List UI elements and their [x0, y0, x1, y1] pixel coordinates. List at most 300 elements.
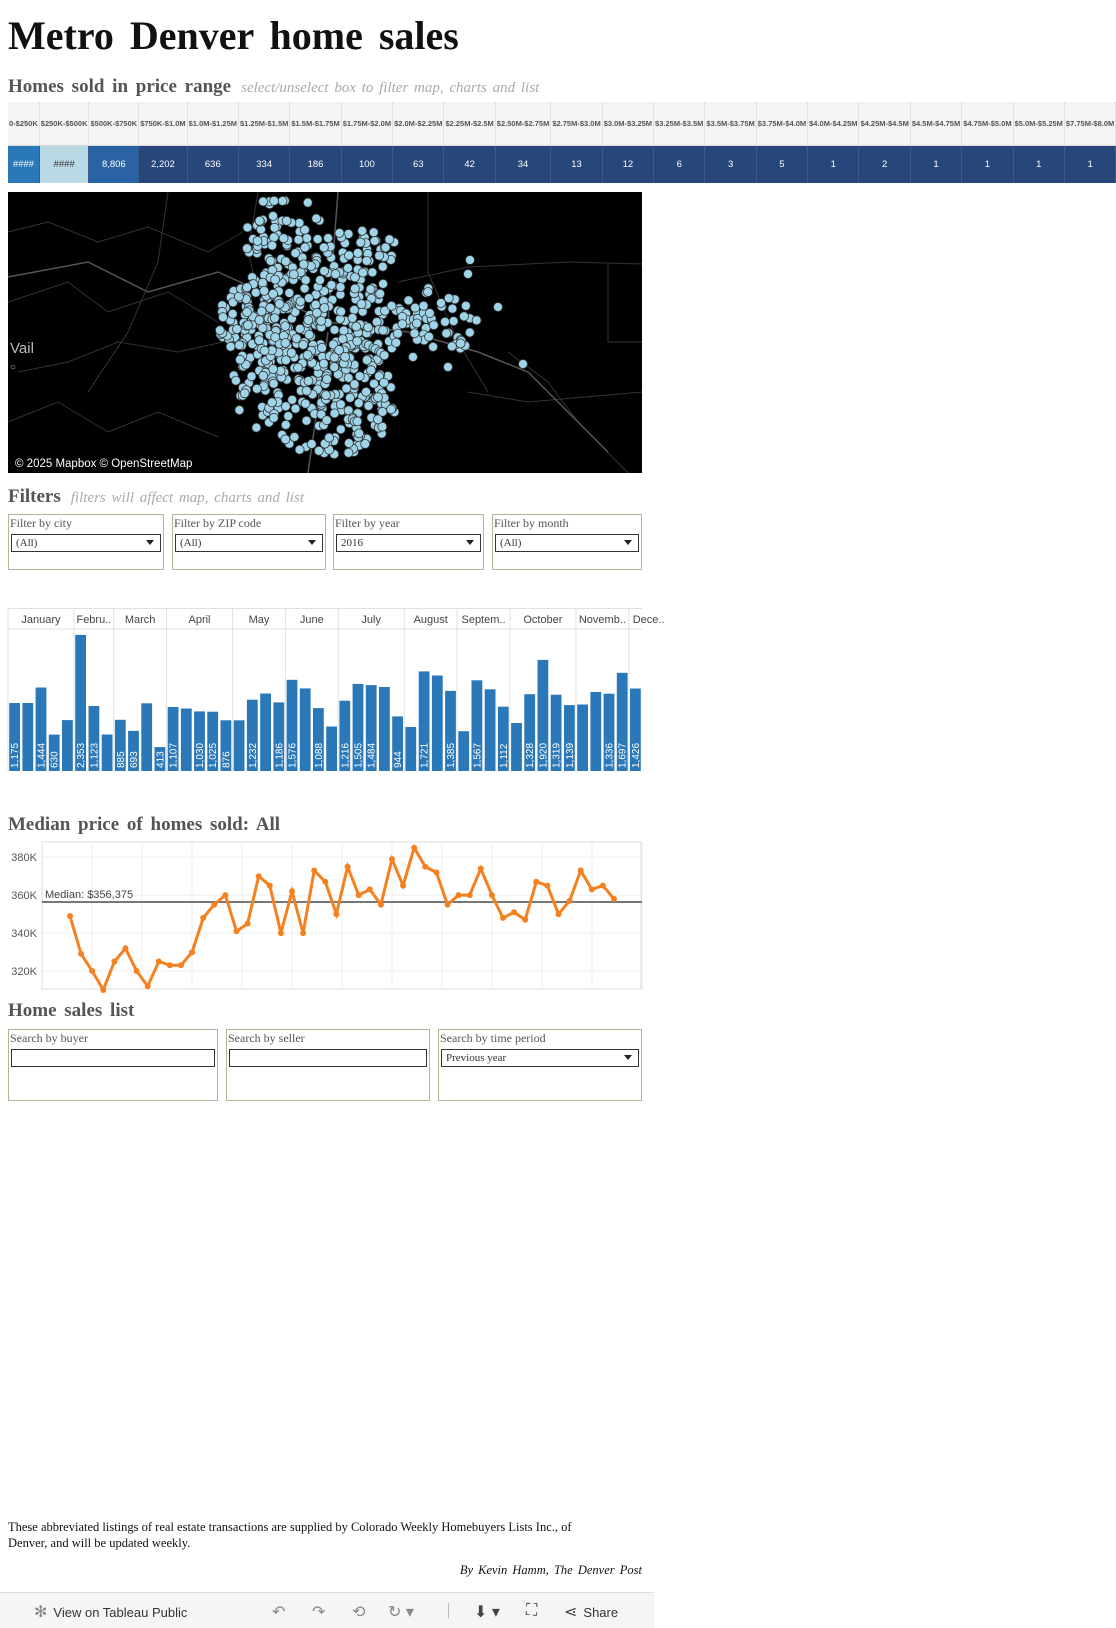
sale-location-dot[interactable]: [247, 372, 256, 381]
sale-location-dot[interactable]: [287, 348, 296, 357]
sale-location-dot[interactable]: [376, 289, 385, 298]
median-price-point[interactable]: [300, 930, 306, 936]
median-price-point[interactable]: [489, 892, 495, 898]
median-price-point[interactable]: [600, 883, 606, 889]
sale-location-dot[interactable]: [324, 234, 333, 243]
price-range-cell[interactable]: [705, 102, 756, 183]
sale-location-dot[interactable]: [460, 312, 469, 321]
sale-location-dot[interactable]: [367, 366, 376, 375]
sale-location-dot[interactable]: [358, 268, 367, 277]
median-price-point[interactable]: [522, 917, 528, 923]
sale-location-dot[interactable]: [366, 285, 375, 294]
sale-location-dot[interactable]: [320, 267, 329, 276]
median-price-point[interactable]: [400, 883, 406, 889]
sale-location-dot[interactable]: [464, 270, 473, 279]
sale-location-dot[interactable]: [257, 307, 266, 316]
median-price-point[interactable]: [156, 959, 162, 965]
sale-location-dot[interactable]: [437, 299, 446, 308]
price-range-cell[interactable]: [89, 102, 139, 183]
sale-location-dot[interactable]: [412, 319, 421, 328]
sale-location-dot[interactable]: [364, 401, 373, 410]
sale-location-dot[interactable]: [253, 237, 262, 246]
median-price-point[interactable]: [544, 883, 550, 889]
sale-location-dot[interactable]: [269, 365, 278, 374]
sale-location-dot[interactable]: [319, 359, 328, 368]
sale-location-dot[interactable]: [313, 235, 322, 244]
sale-location-dot[interactable]: [243, 283, 252, 292]
time-period-select[interactable]: Previous year: [441, 1049, 639, 1067]
median-price-point[interactable]: [211, 902, 217, 908]
sale-location-dot[interactable]: [441, 317, 450, 326]
sale-location-dot[interactable]: [387, 301, 396, 310]
price-range-cell[interactable]: [342, 102, 393, 183]
sale-location-dot[interactable]: [465, 328, 474, 337]
price-range-cell[interactable]: [290, 102, 341, 183]
sale-location-dot[interactable]: [294, 235, 303, 244]
sale-location-dot[interactable]: [271, 275, 280, 284]
sale-location-dot[interactable]: [350, 273, 359, 282]
weekly-sales-bar[interactable]: [141, 703, 152, 771]
sale-location-dot[interactable]: [235, 406, 244, 415]
view-on-tableau-button[interactable]: ✻ View on Tableau Public: [34, 1604, 188, 1621]
sale-location-dot[interactable]: [355, 429, 364, 438]
sale-location-dot[interactable]: [234, 292, 243, 301]
median-price-point[interactable]: [611, 896, 617, 902]
search-buyer-input[interactable]: [11, 1049, 215, 1067]
sale-location-dot[interactable]: [252, 423, 261, 432]
download-button[interactable]: [474, 1602, 500, 1622]
sale-location-dot[interactable]: [300, 243, 309, 252]
sale-location-dot[interactable]: [350, 284, 359, 293]
sale-location-dot[interactable]: [330, 363, 339, 372]
median-price-point[interactable]: [200, 915, 206, 921]
weekly-sales-bar[interactable]: [22, 703, 33, 771]
fullscreen-button[interactable]: [526, 1602, 537, 1620]
sale-location-dot[interactable]: [312, 214, 321, 223]
median-price-point[interactable]: [511, 909, 517, 915]
median-price-point[interactable]: [78, 951, 84, 957]
median-price-point[interactable]: [222, 892, 228, 898]
sale-location-dot[interactable]: [381, 243, 390, 252]
sale-location-dot[interactable]: [312, 308, 321, 317]
weekly-sales-bar[interactable]: [511, 723, 522, 771]
sale-location-dot[interactable]: [374, 415, 383, 424]
refresh-button[interactable]: [388, 1602, 414, 1622]
sale-location-dot[interactable]: [335, 229, 344, 238]
sale-location-dot[interactable]: [425, 332, 434, 341]
price-range-cell[interactable]: [139, 102, 187, 183]
sale-location-dot[interactable]: [355, 372, 364, 381]
sale-location-dot[interactable]: [281, 420, 290, 429]
weekly-sales-bar[interactable]: [485, 689, 496, 771]
price-range-cell[interactable]: [444, 102, 495, 183]
sale-location-dot[interactable]: [353, 337, 362, 346]
sale-location-dot[interactable]: [362, 387, 371, 396]
sale-location-dot[interactable]: [275, 299, 284, 308]
sale-location-dot[interactable]: [301, 276, 310, 285]
sale-location-dot[interactable]: [281, 322, 290, 331]
median-price-point[interactable]: [267, 883, 273, 889]
median-price-point[interactable]: [189, 949, 195, 955]
sale-location-dot[interactable]: [404, 296, 413, 305]
sales-map[interactable]: [8, 192, 642, 473]
sale-location-dot[interactable]: [260, 286, 269, 295]
sale-location-dot[interactable]: [301, 399, 310, 408]
sale-location-dot[interactable]: [300, 284, 309, 293]
sale-location-dot[interactable]: [319, 243, 328, 252]
weekly-sales-bar[interactable]: [432, 676, 443, 772]
median-price-point[interactable]: [433, 869, 439, 875]
redo-icon: ↷: [312, 1604, 326, 1621]
median-price-point[interactable]: [245, 921, 251, 927]
sale-location-dot[interactable]: [448, 304, 457, 313]
sale-location-dot[interactable]: [303, 234, 312, 243]
weekly-sales-bar[interactable]: [326, 727, 337, 772]
median-price-point[interactable]: [145, 983, 151, 989]
sale-location-dot[interactable]: [461, 301, 470, 310]
sale-location-dot[interactable]: [353, 417, 362, 426]
sale-location-dot[interactable]: [354, 399, 363, 408]
weekly-sales-bar[interactable]: [300, 688, 311, 771]
median-price-point[interactable]: [322, 879, 328, 885]
sale-location-dot[interactable]: [356, 238, 365, 247]
sale-location-dot[interactable]: [398, 320, 407, 329]
sale-location-dot[interactable]: [368, 268, 377, 277]
sale-location-dot[interactable]: [325, 433, 334, 442]
sale-location-dot[interactable]: [344, 439, 353, 448]
sale-location-dot[interactable]: [302, 416, 311, 425]
median-price-point[interactable]: [578, 868, 584, 874]
sale-location-dot[interactable]: [380, 351, 389, 360]
sale-location-dot[interactable]: [387, 405, 396, 414]
sale-location-dot[interactable]: [316, 276, 325, 285]
median-price-point[interactable]: [567, 898, 573, 904]
sale-location-dot[interactable]: [270, 223, 279, 232]
sale-location-dot[interactable]: [291, 404, 300, 413]
sale-location-dot[interactable]: [362, 256, 371, 265]
sale-location-dot[interactable]: [255, 216, 264, 225]
price-range-count: 42: [444, 146, 495, 183]
median-price-point[interactable]: [422, 864, 428, 870]
sale-location-dot[interactable]: [281, 435, 290, 444]
median-price-point[interactable]: [100, 987, 106, 993]
median-price-point[interactable]: [234, 928, 240, 934]
sale-location-dot[interactable]: [317, 316, 326, 325]
price-range-cell[interactable]: [1065, 102, 1116, 183]
sale-location-dot[interactable]: [251, 288, 260, 297]
sale-location-dot[interactable]: [385, 235, 394, 244]
sale-location-dot[interactable]: [302, 386, 311, 395]
sale-location-dot[interactable]: [358, 226, 367, 235]
sale-location-dot[interactable]: [299, 260, 308, 269]
sale-location-dot[interactable]: [255, 316, 264, 325]
sale-location-dot[interactable]: [259, 371, 268, 380]
tableau-logo-icon: ✻: [34, 1604, 48, 1621]
sale-location-dot[interactable]: [269, 212, 278, 221]
filter-year-select[interactable]: 2016: [336, 534, 481, 552]
price-range-cell[interactable]: [654, 102, 705, 183]
sale-location-dot[interactable]: [282, 216, 291, 225]
sale-location-dot[interactable]: [345, 251, 354, 260]
sale-location-dot[interactable]: [429, 342, 438, 351]
weekly-sales-bar[interactable]: [458, 731, 469, 771]
sale-location-dot[interactable]: [352, 322, 361, 331]
sale-location-dot[interactable]: [424, 288, 433, 297]
sale-location-dot[interactable]: [370, 236, 379, 245]
sale-location-dot[interactable]: [348, 314, 357, 323]
sale-location-dot[interactable]: [370, 379, 379, 388]
filter-zip-select[interactable]: (All): [175, 534, 323, 552]
sale-location-dot[interactable]: [243, 308, 252, 317]
median-price-line-chart[interactable]: [8, 840, 642, 990]
sale-location-dot[interactable]: [374, 393, 383, 402]
median-price-point[interactable]: [256, 873, 262, 879]
median-price-point[interactable]: [345, 864, 351, 870]
filter-month-select[interactable]: (All): [495, 534, 639, 552]
sale-location-dot[interactable]: [330, 409, 339, 418]
median-price-point[interactable]: [589, 886, 595, 892]
median-price-point[interactable]: [533, 879, 539, 885]
weekly-sales-bar[interactable]: [181, 709, 192, 772]
sale-location-dot[interactable]: [410, 329, 419, 338]
revert-button[interactable]: [352, 1602, 365, 1622]
sale-location-dot[interactable]: [425, 309, 434, 318]
sale-location-dot[interactable]: [342, 384, 351, 393]
sale-location-dot[interactable]: [236, 355, 245, 364]
price-range-cell[interactable]: [757, 102, 808, 183]
sale-location-dot[interactable]: [305, 330, 314, 339]
sale-location-dot[interactable]: [327, 281, 336, 290]
sale-location-dot[interactable]: [344, 448, 353, 457]
weekly-sales-bar-chart[interactable]: [8, 608, 665, 771]
sale-location-dot[interactable]: [219, 313, 228, 322]
median-price-point[interactable]: [556, 911, 562, 917]
sale-location-dot[interactable]: [337, 307, 346, 316]
sale-location-dot[interactable]: [392, 338, 401, 347]
sale-location-dot[interactable]: [260, 346, 269, 355]
price-range-cell[interactable]: [8, 102, 40, 183]
price-range-cell[interactable]: [239, 102, 290, 183]
sale-location-dot[interactable]: [364, 323, 373, 332]
sale-location-dot[interactable]: [252, 384, 261, 393]
weekly-sales-bar[interactable]: [405, 727, 416, 771]
sale-location-dot[interactable]: [449, 317, 458, 326]
sale-location-dot[interactable]: [232, 325, 241, 334]
price-range-cell[interactable]: [808, 102, 859, 183]
sale-location-dot[interactable]: [299, 340, 308, 349]
search-seller-input[interactable]: [229, 1049, 427, 1067]
sale-location-dot[interactable]: [303, 350, 312, 359]
sale-location-dot[interactable]: [322, 391, 331, 400]
sale-location-dot[interactable]: [357, 300, 366, 309]
sale-location-dot[interactable]: [442, 329, 451, 338]
sale-location-dot[interactable]: [226, 342, 235, 351]
median-price-point[interactable]: [278, 930, 284, 936]
sale-location-dot[interactable]: [361, 440, 370, 449]
price-range-cell[interactable]: [393, 102, 444, 183]
median-price-point[interactable]: [467, 892, 473, 898]
sale-location-dot[interactable]: [380, 378, 389, 387]
sale-location-dot[interactable]: [231, 376, 240, 385]
median-price-point[interactable]: [356, 892, 362, 898]
sale-location-dot[interactable]: [295, 445, 304, 454]
sale-location-dot[interactable]: [304, 294, 313, 303]
sale-location-dot[interactable]: [322, 416, 331, 425]
sale-location-dot[interactable]: [270, 196, 279, 205]
price-range-cell[interactable]: [962, 102, 1013, 183]
sale-location-dot[interactable]: [494, 303, 503, 312]
bar-value-label: 1,112: [498, 743, 510, 768]
weekly-sales-bar[interactable]: [234, 720, 245, 771]
sale-location-dot[interactable]: [350, 305, 359, 314]
sale-location-dot[interactable]: [362, 356, 371, 365]
sale-location-dot[interactable]: [472, 316, 481, 325]
sale-location-dot[interactable]: [243, 321, 252, 330]
sale-location-dot[interactable]: [215, 326, 224, 335]
sale-location-dot[interactable]: [303, 198, 312, 207]
median-price-point[interactable]: [134, 968, 140, 974]
sale-location-dot[interactable]: [369, 228, 378, 237]
median-price-point[interactable]: [89, 968, 95, 974]
undo-button[interactable]: [272, 1602, 285, 1622]
sale-location-dot[interactable]: [240, 389, 249, 398]
median-price-point[interactable]: [478, 866, 484, 872]
sale-location-dot[interactable]: [296, 297, 305, 306]
sale-location-dot[interactable]: [331, 270, 340, 279]
sale-location-dot[interactable]: [378, 262, 387, 271]
median-price-point[interactable]: [378, 902, 384, 908]
share-button[interactable]: ⋖ Share: [564, 1604, 619, 1621]
sale-location-dot[interactable]: [243, 244, 252, 253]
sale-location-dot[interactable]: [336, 400, 345, 409]
median-price-point[interactable]: [178, 962, 184, 968]
sale-location-dot[interactable]: [344, 264, 353, 273]
sale-location-dot[interactable]: [271, 333, 280, 342]
median-price-point[interactable]: [311, 868, 317, 874]
filter-city-select[interactable]: (All): [11, 534, 161, 552]
map-attribution[interactable]: © 2025 Mapbox © OpenStreetMap: [12, 457, 195, 471]
sale-location-dot[interactable]: [456, 339, 465, 348]
sale-location-dot[interactable]: [268, 398, 277, 407]
sale-location-dot[interactable]: [419, 301, 428, 310]
sale-location-dot[interactable]: [323, 375, 332, 384]
sale-location-dot[interactable]: [447, 342, 456, 351]
sale-location-dot[interactable]: [330, 325, 339, 334]
price-range-cell[interactable]: [603, 102, 654, 183]
median-price-point[interactable]: [367, 886, 373, 892]
sale-location-dot[interactable]: [429, 321, 438, 330]
sale-location-dot[interactable]: [291, 249, 300, 258]
sale-location-dot[interactable]: [304, 377, 313, 386]
sale-location-dot[interactable]: [318, 343, 327, 352]
sale-location-dot[interactable]: [444, 294, 453, 303]
price-range-count: 1: [1065, 146, 1116, 183]
sale-location-dot[interactable]: [379, 326, 388, 335]
median-price-point[interactable]: [456, 892, 462, 898]
median-price-point[interactable]: [389, 856, 395, 862]
sale-location-dot[interactable]: [269, 233, 278, 242]
sale-location-dot[interactable]: [338, 335, 347, 344]
median-price-point[interactable]: [445, 902, 451, 908]
median-price-point[interactable]: [67, 913, 73, 919]
price-range-cell[interactable]: [859, 102, 910, 183]
weekly-sales-bar[interactable]: [102, 735, 113, 772]
median-price-point[interactable]: [123, 945, 129, 951]
price-range-cell[interactable]: [551, 102, 602, 183]
sale-location-dot[interactable]: [281, 257, 290, 266]
sale-location-dot[interactable]: [268, 241, 277, 250]
sale-location-dot[interactable]: [295, 324, 304, 333]
sale-location-dot[interactable]: [409, 353, 418, 362]
sale-location-dot[interactable]: [284, 412, 293, 421]
sale-location-dot[interactable]: [281, 356, 290, 365]
sale-location-dot[interactable]: [346, 393, 355, 402]
sale-location-dot[interactable]: [350, 380, 359, 389]
sale-location-dot[interactable]: [243, 223, 252, 232]
median-price-point[interactable]: [500, 915, 506, 921]
sale-location-dot[interactable]: [281, 339, 290, 348]
price-range-cell[interactable]: [40, 102, 90, 183]
sale-location-dot[interactable]: [304, 316, 313, 325]
sale-location-dot[interactable]: [375, 251, 384, 260]
median-price-point[interactable]: [289, 888, 295, 894]
sale-location-dot[interactable]: [307, 440, 316, 449]
weekly-sales-bar[interactable]: [260, 694, 271, 772]
sale-location-dot[interactable]: [235, 341, 244, 350]
price-range-cell[interactable]: [496, 102, 552, 183]
sale-location-dot[interactable]: [228, 309, 237, 318]
sale-location-dot[interactable]: [255, 336, 264, 345]
price-range-cell[interactable]: [1014, 102, 1065, 183]
sale-location-dot[interactable]: [281, 402, 290, 411]
price-range-cell[interactable]: [188, 102, 239, 183]
median-price-point[interactable]: [167, 962, 173, 968]
sale-location-dot[interactable]: [269, 379, 278, 388]
price-range-cell[interactable]: [911, 102, 962, 183]
sale-location-dot[interactable]: [266, 256, 275, 265]
sale-location-dot[interactable]: [294, 363, 303, 372]
weekly-sales-bar[interactable]: [577, 705, 588, 772]
sale-location-dot[interactable]: [258, 278, 267, 287]
sale-location-dot[interactable]: [278, 197, 287, 206]
sale-location-dot[interactable]: [411, 303, 420, 312]
sale-location-dot[interactable]: [336, 283, 345, 292]
sale-location-dot[interactable]: [341, 352, 350, 361]
sale-location-dot[interactable]: [444, 363, 453, 372]
sale-location-dot[interactable]: [379, 279, 388, 288]
sale-location-dot[interactable]: [269, 413, 278, 422]
sale-location-dot[interactable]: [336, 425, 345, 434]
median-price-point[interactable]: [411, 845, 417, 851]
sale-location-dot[interactable]: [353, 249, 362, 258]
median-price-point[interactable]: [111, 959, 117, 965]
weekly-sales-bar[interactable]: [379, 687, 390, 771]
median-price-point[interactable]: [333, 911, 339, 917]
sale-location-dot[interactable]: [519, 360, 528, 369]
sale-location-dot[interactable]: [279, 234, 288, 243]
sale-location-dot[interactable]: [290, 433, 299, 442]
sale-location-dot[interactable]: [393, 329, 402, 338]
sale-location-dot[interactable]: [289, 270, 298, 279]
sale-location-dot[interactable]: [466, 256, 475, 265]
sale-location-dot[interactable]: [285, 289, 294, 298]
redo-button[interactable]: [312, 1602, 325, 1622]
sale-location-dot[interactable]: [266, 303, 275, 312]
sale-location-dot[interactable]: [270, 314, 279, 323]
sale-location-dot[interactable]: [259, 197, 268, 206]
weekly-sales-bar[interactable]: [590, 692, 601, 771]
weekly-sales-bar[interactable]: [62, 720, 73, 771]
